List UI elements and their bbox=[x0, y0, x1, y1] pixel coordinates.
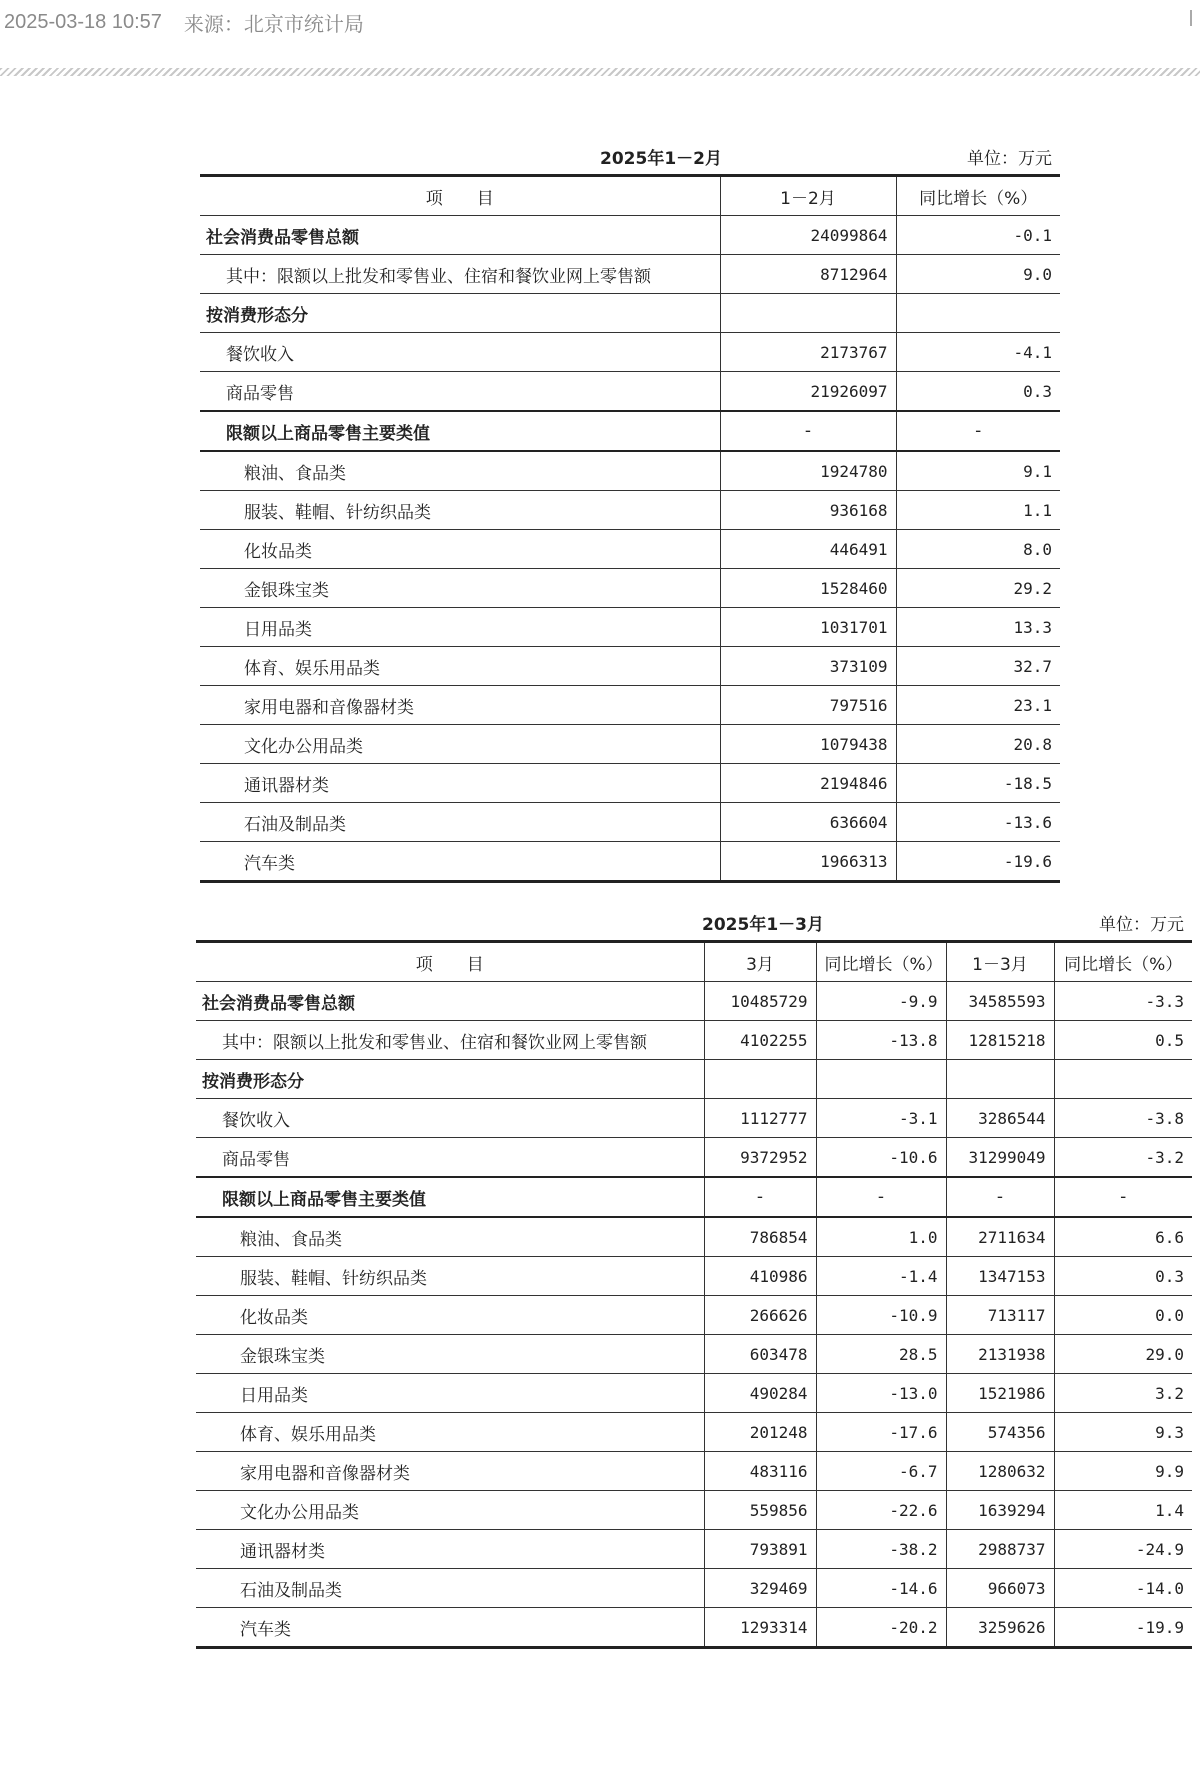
table-cell: - bbox=[1054, 1177, 1192, 1217]
row-label: 按消费形态分 bbox=[200, 294, 720, 333]
table-cell: -19.6 bbox=[896, 842, 1060, 882]
table-cell: 3259626 bbox=[946, 1608, 1054, 1648]
row-label: 金银珠宝类 bbox=[200, 569, 720, 608]
table-row bbox=[200, 451, 1060, 491]
table-cell bbox=[704, 1060, 816, 1099]
column-header: 同比增长（%） bbox=[896, 176, 1060, 216]
table-header-row bbox=[196, 942, 1192, 982]
table-cell: 3.2 bbox=[1054, 1374, 1192, 1413]
table-row bbox=[200, 294, 1060, 333]
table-cell: 1639294 bbox=[946, 1491, 1054, 1530]
divider bbox=[0, 68, 1200, 76]
table-cell: 636604 bbox=[720, 803, 896, 842]
table-row bbox=[196, 1021, 1192, 1060]
table1-unit: 单位：万元 bbox=[967, 149, 1052, 169]
table-row bbox=[196, 1217, 1192, 1257]
table-cell: -3.1 bbox=[816, 1099, 946, 1138]
table-cell: 29.2 bbox=[896, 569, 1060, 608]
table-cell: 1528460 bbox=[720, 569, 896, 608]
table-cell: 266626 bbox=[704, 1296, 816, 1335]
timestamp: 2025-03-18 10:57 bbox=[4, 10, 162, 33]
table-cell: 786854 bbox=[704, 1217, 816, 1257]
row-label: 体育、娱乐用品类 bbox=[200, 647, 720, 686]
table-cell: 2131938 bbox=[946, 1335, 1054, 1374]
table-cell: 1031701 bbox=[720, 608, 896, 647]
table1-caption bbox=[200, 134, 1060, 174]
table-cell: 603478 bbox=[704, 1335, 816, 1374]
table-cell: 559856 bbox=[704, 1491, 816, 1530]
table-cell: 29.0 bbox=[1054, 1335, 1192, 1374]
table-cell: -18.5 bbox=[896, 764, 1060, 803]
row-label: 社会消费品零售总额 bbox=[200, 216, 720, 255]
row-label: 餐饮收入 bbox=[196, 1099, 704, 1138]
table-cell: 490284 bbox=[704, 1374, 816, 1413]
table-cell: 2988737 bbox=[946, 1530, 1054, 1569]
row-label: 体育、娱乐用品类 bbox=[196, 1413, 704, 1452]
table-cell: 9372952 bbox=[704, 1138, 816, 1178]
source-label: 来源：北京市统计局 bbox=[183, 13, 364, 36]
table-cell: 9.9 bbox=[1054, 1452, 1192, 1491]
table-cell: 31299049 bbox=[946, 1138, 1054, 1178]
table-row bbox=[196, 1452, 1192, 1491]
column-header: 1－2月 bbox=[720, 176, 896, 216]
table-cell: -24.9 bbox=[1054, 1530, 1192, 1569]
table-cell: 34585593 bbox=[946, 982, 1054, 1021]
row-label: 日用品类 bbox=[200, 608, 720, 647]
table-cell: 6.6 bbox=[1054, 1217, 1192, 1257]
table2-section bbox=[196, 900, 1192, 1649]
table-cell: 0.0 bbox=[1054, 1296, 1192, 1335]
table-cell bbox=[946, 1060, 1054, 1099]
table-cell: -19.9 bbox=[1054, 1608, 1192, 1648]
column-header: 1－3月 bbox=[946, 942, 1054, 982]
table-cell: 3286544 bbox=[946, 1099, 1054, 1138]
table-cell: 966073 bbox=[946, 1569, 1054, 1608]
table-cell: - bbox=[704, 1177, 816, 1217]
table-cell: 1347153 bbox=[946, 1257, 1054, 1296]
table-cell: 0.5 bbox=[1054, 1021, 1192, 1060]
row-label: 限额以上商品零售主要类值 bbox=[196, 1177, 704, 1217]
table-cell: 9.0 bbox=[896, 255, 1060, 294]
table-row bbox=[200, 686, 1060, 725]
table-row bbox=[196, 982, 1192, 1021]
table-cell: -10.9 bbox=[816, 1296, 946, 1335]
table-header-row bbox=[200, 176, 1060, 216]
table-cell: 446491 bbox=[720, 530, 896, 569]
table-row bbox=[196, 1413, 1192, 1452]
row-label: 金银珠宝类 bbox=[196, 1335, 704, 1374]
table-row bbox=[196, 1060, 1192, 1099]
row-label: 化妆品类 bbox=[196, 1296, 704, 1335]
table-row bbox=[196, 1374, 1192, 1413]
table-cell: 1.1 bbox=[896, 491, 1060, 530]
row-label: 其中：限额以上批发和零售业、住宿和餐饮业网上零售额 bbox=[196, 1021, 704, 1060]
table-cell: -3.2 bbox=[1054, 1138, 1192, 1178]
table-cell bbox=[816, 1060, 946, 1099]
table-cell: -14.6 bbox=[816, 1569, 946, 1608]
row-label: 文化办公用品类 bbox=[200, 725, 720, 764]
table-cell: 373109 bbox=[720, 647, 896, 686]
table-cell: -38.2 bbox=[816, 1530, 946, 1569]
table-cell: 936168 bbox=[720, 491, 896, 530]
row-label: 通讯器材类 bbox=[196, 1530, 704, 1569]
table-cell: 23.1 bbox=[896, 686, 1060, 725]
row-label: 家用电器和音像器材类 bbox=[200, 686, 720, 725]
table-row bbox=[196, 1491, 1192, 1530]
table-row bbox=[200, 803, 1060, 842]
table-cell: -17.6 bbox=[816, 1413, 946, 1452]
row-label: 餐饮收入 bbox=[200, 333, 720, 372]
table2 bbox=[196, 940, 1192, 1649]
table-cell bbox=[896, 294, 1060, 333]
table-cell: 2711634 bbox=[946, 1217, 1054, 1257]
table-row bbox=[196, 1569, 1192, 1608]
table-cell: -3.3 bbox=[1054, 982, 1192, 1021]
table-cell: 1280632 bbox=[946, 1452, 1054, 1491]
table-cell: 1966313 bbox=[720, 842, 896, 882]
table-cell: -13.0 bbox=[816, 1374, 946, 1413]
table-cell: 1.4 bbox=[1054, 1491, 1192, 1530]
table-cell: -3.8 bbox=[1054, 1099, 1192, 1138]
table-cell: 8712964 bbox=[720, 255, 896, 294]
table-cell: 12815218 bbox=[946, 1021, 1054, 1060]
table-cell: -13.8 bbox=[816, 1021, 946, 1060]
table-row bbox=[200, 569, 1060, 608]
table-row bbox=[196, 1099, 1192, 1138]
table-cell: 2173767 bbox=[720, 333, 896, 372]
table-row bbox=[200, 333, 1060, 372]
table-cell: 9.3 bbox=[1054, 1413, 1192, 1452]
table-row bbox=[196, 1530, 1192, 1569]
row-label: 服装、鞋帽、针纺织品类 bbox=[200, 491, 720, 530]
table-cell: -20.2 bbox=[816, 1608, 946, 1648]
table1-title: 2025年1－2月 bbox=[600, 149, 722, 169]
table-cell: 329469 bbox=[704, 1569, 816, 1608]
table-cell: 8.0 bbox=[896, 530, 1060, 569]
table-cell: 793891 bbox=[704, 1530, 816, 1569]
table2-caption bbox=[196, 900, 1192, 940]
table-cell: - bbox=[946, 1177, 1054, 1217]
table-cell: -14.0 bbox=[1054, 1569, 1192, 1608]
table-cell bbox=[720, 294, 896, 333]
table-cell: 797516 bbox=[720, 686, 896, 725]
table-row bbox=[196, 1138, 1192, 1178]
row-label: 化妆品类 bbox=[200, 530, 720, 569]
table-row bbox=[196, 1608, 1192, 1648]
row-label: 社会消费品零售总额 bbox=[196, 982, 704, 1021]
table-cell: 10485729 bbox=[704, 982, 816, 1021]
table-cell: 32.7 bbox=[896, 647, 1060, 686]
table-row bbox=[200, 530, 1060, 569]
row-label: 服装、鞋帽、针纺织品类 bbox=[196, 1257, 704, 1296]
table-cell: 1293314 bbox=[704, 1608, 816, 1648]
top-bar bbox=[0, 0, 1200, 44]
table-row bbox=[196, 1257, 1192, 1296]
table1 bbox=[200, 174, 1060, 883]
table-cell: 4102255 bbox=[704, 1021, 816, 1060]
table-cell: -22.6 bbox=[816, 1491, 946, 1530]
table-row bbox=[200, 842, 1060, 882]
row-label: 商品零售 bbox=[196, 1138, 704, 1178]
table2-title: 2025年1－3月 bbox=[702, 915, 824, 935]
menu-icon[interactable] bbox=[1190, 10, 1198, 26]
table-cell: -6.7 bbox=[816, 1452, 946, 1491]
row-label: 限额以上商品零售主要类值 bbox=[200, 411, 720, 451]
row-label: 石油及制品类 bbox=[200, 803, 720, 842]
table-cell: 21926097 bbox=[720, 372, 896, 412]
column-header: 同比增长（%） bbox=[1054, 942, 1192, 982]
column-header: 同比增长（%） bbox=[816, 942, 946, 982]
row-label: 石油及制品类 bbox=[196, 1569, 704, 1608]
row-label: 通讯器材类 bbox=[200, 764, 720, 803]
row-label: 按消费形态分 bbox=[196, 1060, 704, 1099]
column-header: 项 目 bbox=[200, 176, 720, 216]
table-row bbox=[200, 372, 1060, 412]
table-cell: 1521986 bbox=[946, 1374, 1054, 1413]
table1-section bbox=[200, 134, 1060, 883]
table-cell: -9.9 bbox=[816, 982, 946, 1021]
table-row bbox=[200, 764, 1060, 803]
table-cell: 0.3 bbox=[896, 372, 1060, 412]
table-row bbox=[196, 1177, 1192, 1217]
table-row bbox=[200, 725, 1060, 764]
table-cell: -10.6 bbox=[816, 1138, 946, 1178]
row-label: 粮油、食品类 bbox=[200, 451, 720, 491]
table-cell: 574356 bbox=[946, 1413, 1054, 1452]
table-cell: 483116 bbox=[704, 1452, 816, 1491]
table-row bbox=[200, 608, 1060, 647]
table-cell: 1924780 bbox=[720, 451, 896, 491]
row-label: 汽车类 bbox=[196, 1608, 704, 1648]
table-cell: 20.8 bbox=[896, 725, 1060, 764]
table-cell: 1079438 bbox=[720, 725, 896, 764]
table-row bbox=[200, 255, 1060, 294]
table-cell: 28.5 bbox=[816, 1335, 946, 1374]
table-cell: 713117 bbox=[946, 1296, 1054, 1335]
table-cell: 9.1 bbox=[896, 451, 1060, 491]
row-label: 其中：限额以上批发和零售业、住宿和餐饮业网上零售额 bbox=[200, 255, 720, 294]
table-cell: - bbox=[720, 411, 896, 451]
row-label: 汽车类 bbox=[200, 842, 720, 882]
table-cell bbox=[1054, 1060, 1192, 1099]
table-row bbox=[200, 216, 1060, 255]
table-cell: - bbox=[816, 1177, 946, 1217]
table-cell: - bbox=[896, 411, 1060, 451]
table-cell: 201248 bbox=[704, 1413, 816, 1452]
table-cell: 1.0 bbox=[816, 1217, 946, 1257]
table-cell: 2194846 bbox=[720, 764, 896, 803]
table-cell: -4.1 bbox=[896, 333, 1060, 372]
table-row bbox=[200, 491, 1060, 530]
table-row bbox=[200, 647, 1060, 686]
table-cell: -1.4 bbox=[816, 1257, 946, 1296]
table2-unit: 单位：万元 bbox=[1099, 915, 1184, 935]
row-label: 文化办公用品类 bbox=[196, 1491, 704, 1530]
table-cell: -0.1 bbox=[896, 216, 1060, 255]
row-label: 粮油、食品类 bbox=[196, 1217, 704, 1257]
table-row bbox=[196, 1335, 1192, 1374]
row-label: 家用电器和音像器材类 bbox=[196, 1452, 704, 1491]
table-cell: 13.3 bbox=[896, 608, 1060, 647]
row-label: 商品零售 bbox=[200, 372, 720, 412]
table-cell: 0.3 bbox=[1054, 1257, 1192, 1296]
table-cell: -13.6 bbox=[896, 803, 1060, 842]
column-header: 项 目 bbox=[196, 942, 704, 982]
table-cell: 1112777 bbox=[704, 1099, 816, 1138]
table-row bbox=[200, 411, 1060, 451]
column-header: 3月 bbox=[704, 942, 816, 982]
table-row bbox=[196, 1296, 1192, 1335]
table-cell: 24099864 bbox=[720, 216, 896, 255]
table-cell: 410986 bbox=[704, 1257, 816, 1296]
row-label: 日用品类 bbox=[196, 1374, 704, 1413]
